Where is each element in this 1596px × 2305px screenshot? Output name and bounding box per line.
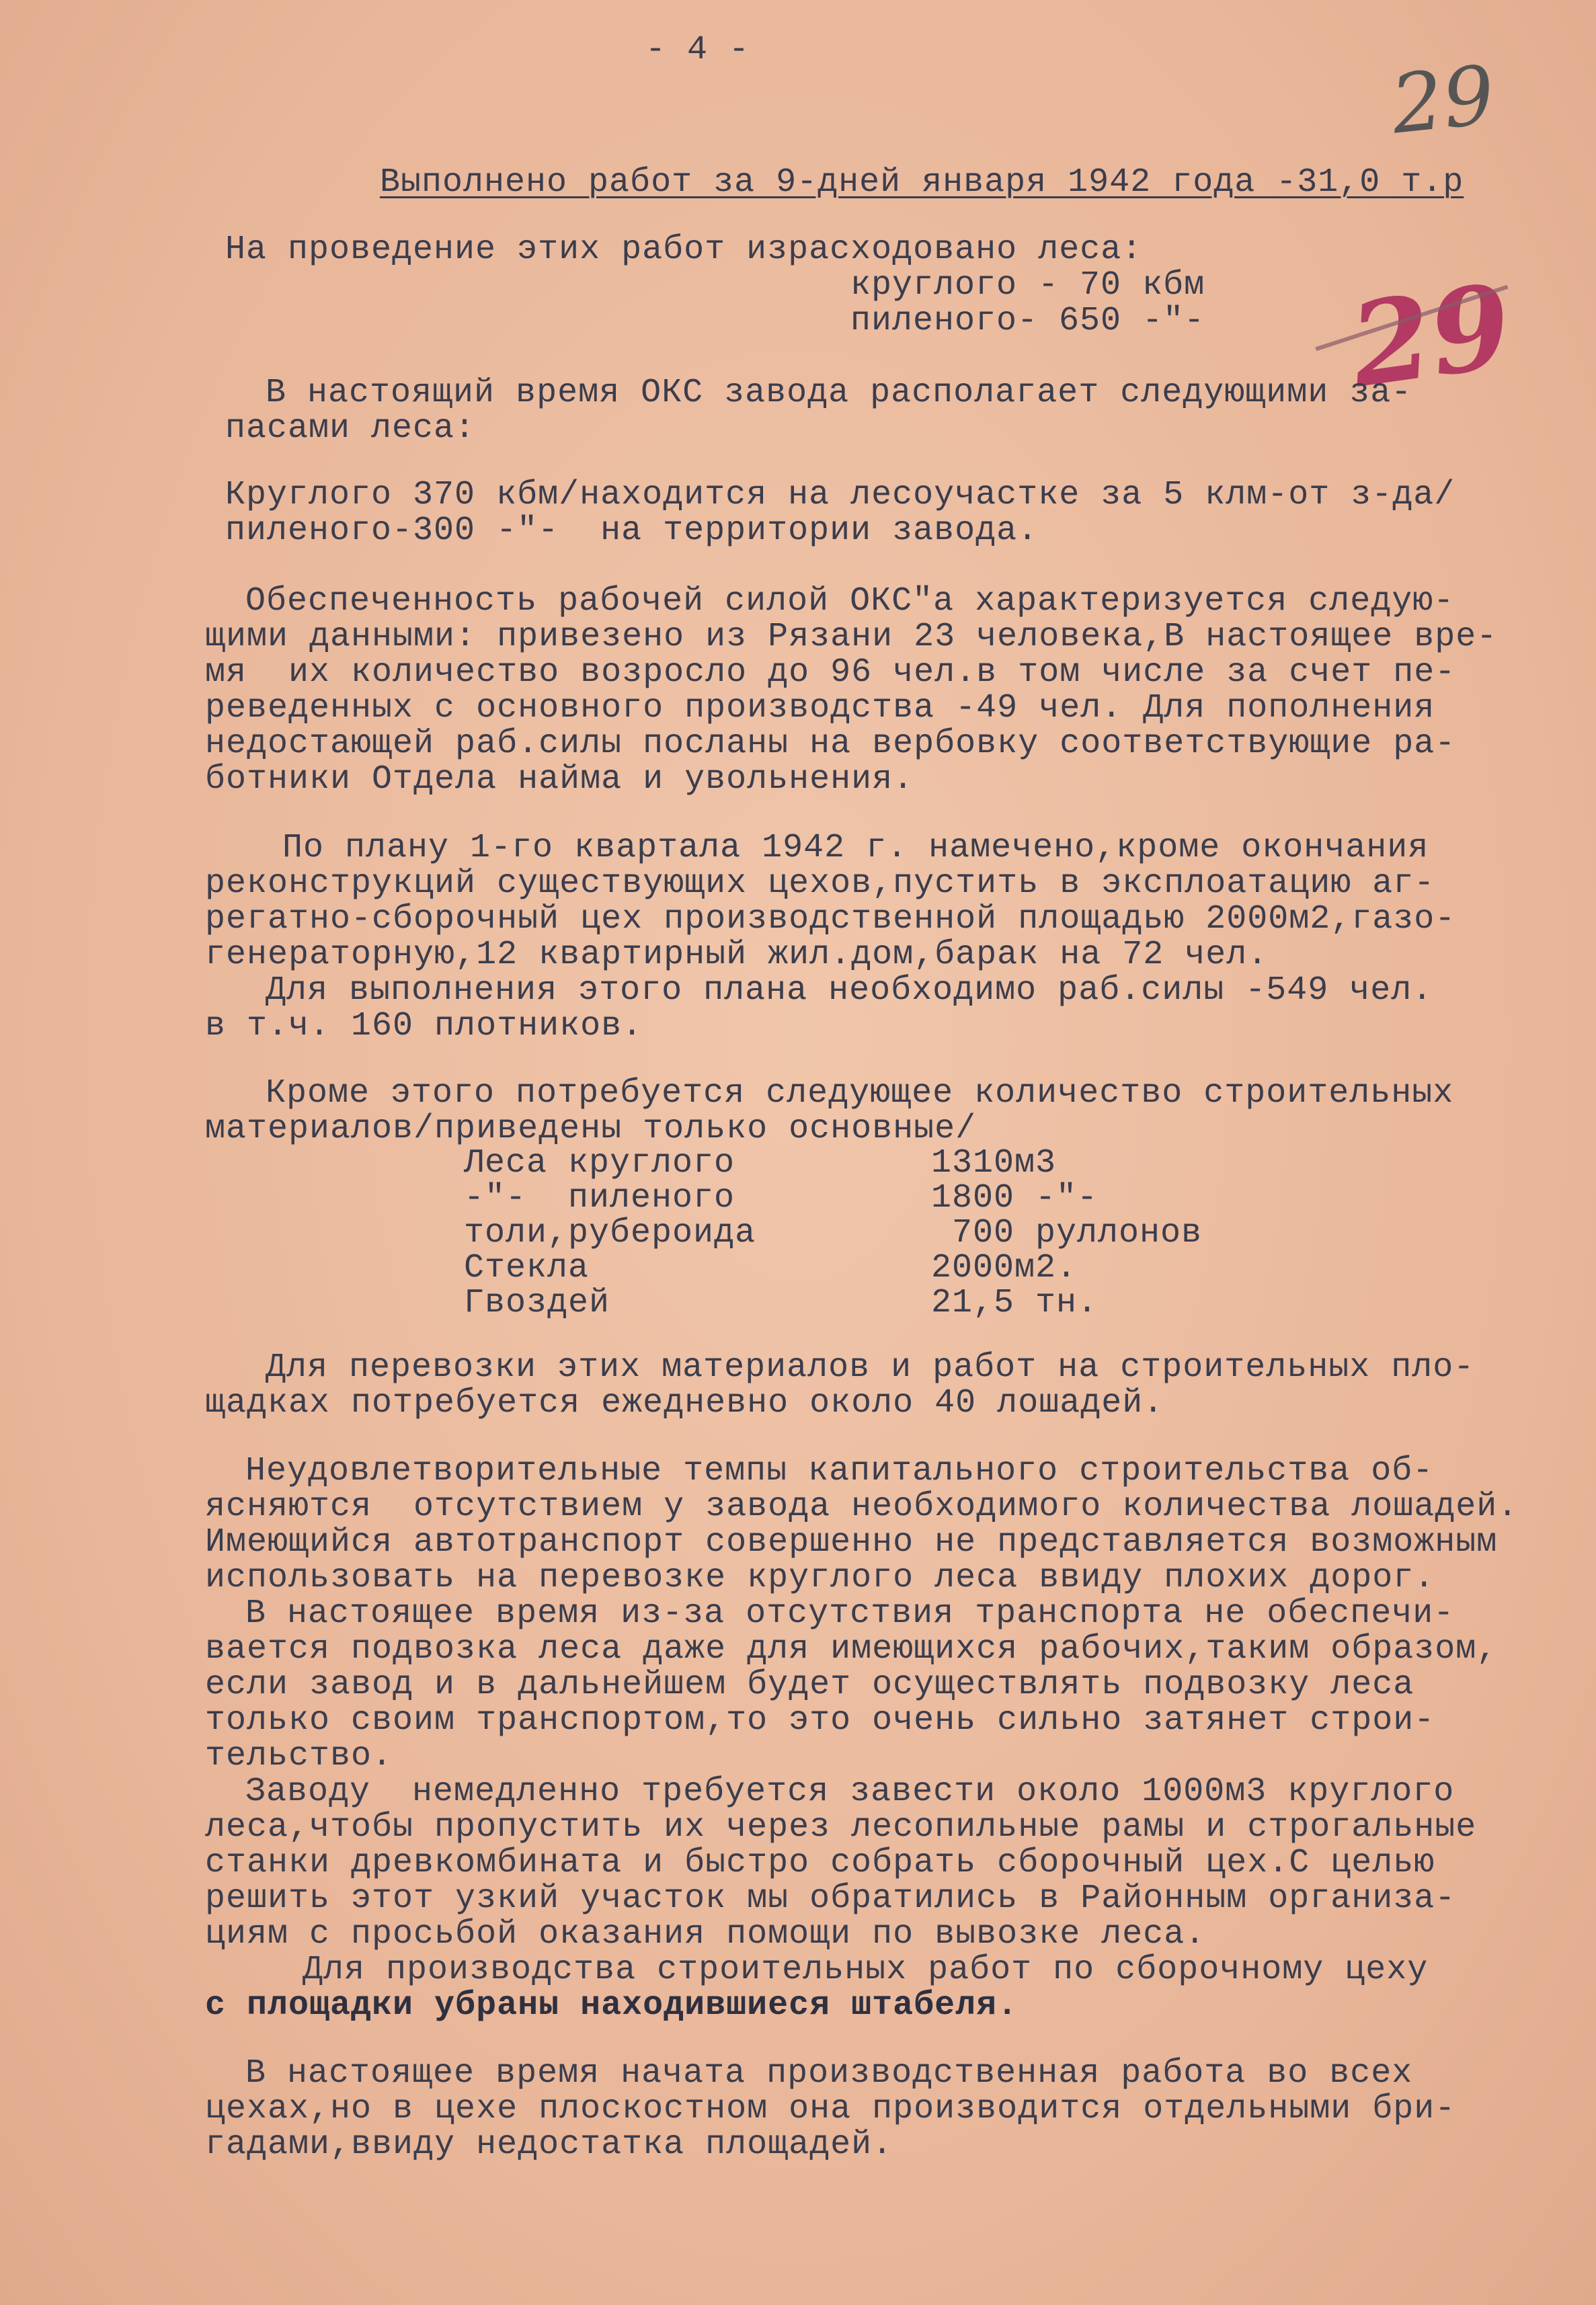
text-line: пиленого-300 -"- на территории завода. [225,512,1039,550]
text-line: леса,чтобы пропустить их через лесопильные рамы и строгальные [205,1808,1477,1847]
text-line: мя их количество возросло до 96 чел.в том числе за счет пе- [205,653,1456,692]
text-line: круглого - 70 кбм [850,266,1205,305]
text-line: материалов/приведены только основные/ [205,1110,977,1148]
text-line: ботники Отдела найма и увольнения. [205,760,914,799]
material-qty: 2000м2. [931,1249,1078,1287]
text-line: использовать на перевозке круглого леса ввиду плохих дорог. [205,1559,1435,1597]
text-line: генераторную,12 квартирный жил.дом,барак на 72 чел. [205,936,1269,974]
text-line: Для производства строительных работ по сборочному цеху [303,1951,1429,1989]
pencil-annotation: 29 [1387,48,1499,153]
material-name: толи,рубероида [464,1214,756,1252]
heading-line: Выполнено работ за 9-дней января 1942 года -31,0 т.р [380,163,1464,202]
text-line: реведенных с основного производства -49 чел. Для пополнения [205,689,1435,727]
text-line: тельство. [205,1737,393,1775]
material-qty: 1310м3 [931,1144,1057,1182]
material-qty: 700 руллонов [931,1214,1203,1252]
material-name: -"- пиленого [464,1179,735,1217]
text-line: гадами,ввиду недостатка площадей. [205,2126,893,2164]
text-line: Для перевозки этих материалов и работ на строительных пло- [266,1348,1475,1387]
text-line: На проведение этих работ израсходовано леса: [225,231,1143,269]
text-line: с площадки убраны находившиеся штабеля. [205,1986,1019,2025]
text-line: щими данными: привезено из Рязани 23 человека,В настоящее вре- [205,618,1498,656]
page-number: - 4 - [645,31,750,69]
text-line: если завод и в дальнейшем будет осуществлять подвозку леса [205,1666,1414,1704]
text-line: станки древкомбината и быстро собрать сборочный цех.С целью [205,1844,1435,1882]
text-line: Обеспеченность рабочей силой ОКС"а характеризуется следую- [245,582,1455,620]
text-line: пиленого- 650 -"- [850,302,1205,340]
text-line: цехах,но в цехе плоскостном она производится отдельными бри- [205,2090,1456,2128]
material-name: Стекла [464,1249,590,1287]
text-line: вается подвозка леса даже для имеющихся рабочих,таким образом, [205,1630,1498,1668]
text-line: Неудовлетворительные темпы капитального строительства об- [245,1452,1434,1490]
material-name: Гвоздей [464,1284,610,1322]
red-pencil-annotation: 29 [1343,258,1519,414]
material-qty: 1800 -"- [931,1179,1099,1217]
text-line: Кроме этого потребуется следующее количество строительных [266,1074,1454,1113]
text-line: Имеющийся автотранспорт совершенно не представляется возможным [205,1523,1498,1562]
text-line: реконструкций существующих цехов,пустить в эксплоатацию аг- [205,864,1435,903]
text-line: циям с просьбой оказания помощи по вывозке леса. [205,1915,1206,1953]
material-name: Леса круглого [464,1144,735,1182]
text-line: Заводу немедленно требуется завести около 1000м3 круглого [245,1773,1455,1811]
text-line: щадках потребуется ежедневно около 40 лошадей. [205,1384,1164,1422]
text-line: регатно-сборочный цех производственной площадью 2000м2,газо- [205,900,1456,938]
material-qty: 21,5 тн. [931,1284,1099,1322]
text-line: только своим транспортом,то это очень сильно затянет строи- [205,1701,1435,1740]
text-line: решить этот узкий участок мы обратились в Районным организа- [205,1879,1456,1918]
text-line: В настоящее время начата производственная работа во всех [245,2054,1413,2093]
text-line: В настоящий время ОКС завода располагает следующими за- [266,374,1412,412]
text-line: ясняются отсутствием у завода необходимого количества лошадей. [205,1488,1519,1526]
text-line: Круглого 370 кбм/находится на лесоучастке за 5 клм-от з-да/ [225,476,1455,514]
text-line: По плану 1-го квартала 1942 г. намечено,кроме окончания [282,829,1429,867]
text-line: Для выполнения этого плана необходимо раб.силы -549 чел. [266,971,1433,1010]
text-line: в т.ч. 160 плотников. [205,1007,643,1045]
text-line: недостающей раб.силы посланы на вербовку соответствующие ра- [205,725,1456,763]
text-line: В настоящее время из-за отсутствия транспорта не обеспечи- [245,1594,1455,1633]
text-line: пасами леса: [225,409,476,448]
